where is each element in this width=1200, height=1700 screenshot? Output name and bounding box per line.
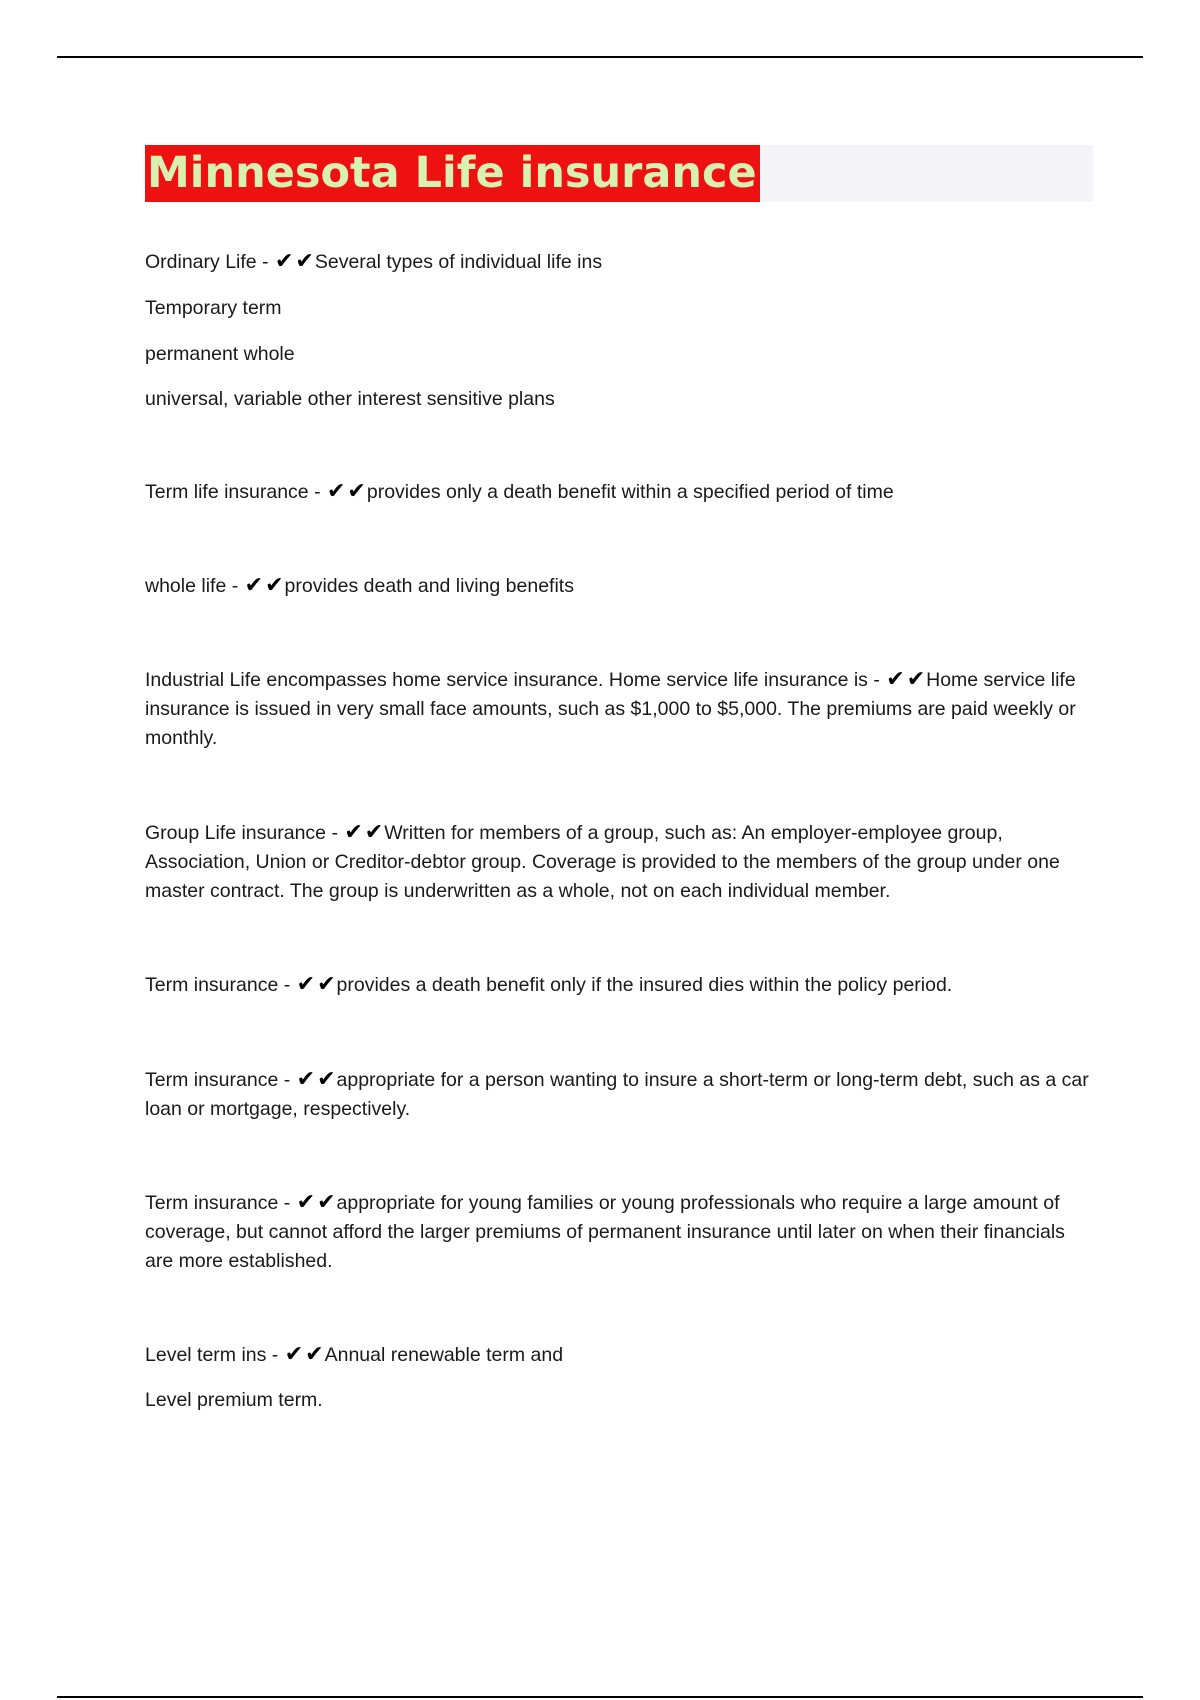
check-icon: ✔ xyxy=(326,479,346,504)
check-icon: ✔ xyxy=(347,479,366,504)
answer-text: Home service life insurance is issued in very small face amounts, such as $1,000 to $5,000. The premiums are paid weekly or monthly. xyxy=(145,669,1076,749)
answer-text: provides only a death benefit within a specified period of time xyxy=(366,481,894,503)
check-icon: ✔ xyxy=(344,820,363,845)
term-text: Ordinary Life - xyxy=(145,251,269,273)
list-item-detail: Temporary term xyxy=(145,297,282,319)
bottom-rule xyxy=(57,1696,1143,1698)
list-item-detail: universal, variable other interest sensitive plans xyxy=(145,388,555,410)
answer-text: provides a death benefit only if the insured dies within the policy period. xyxy=(336,974,953,996)
term-text: whole life - xyxy=(145,575,239,597)
term-text: Industrial Life encompasses home service insurance. Home service life insurance is - xyxy=(145,669,880,691)
list-item xyxy=(145,1340,1095,1370)
page-title: Minnesota Life insurance xyxy=(145,145,760,202)
answer-text: provides death and living benefits xyxy=(284,575,574,597)
check-icon: ✔ xyxy=(317,972,336,997)
term-text: Term insurance - xyxy=(145,1069,291,1091)
check-icon: ✔ xyxy=(886,667,905,692)
answer-text: Written for members of a group, such as: An employer-employee group, Association, Union or Creditor-debtor group. Coverage is provided to the members of the group under one master contract. The group is underwritten as a whole, not on each individual member. xyxy=(145,822,1060,902)
check-icon: ✔ xyxy=(317,1067,336,1092)
term-text: Group Life insurance - xyxy=(145,822,338,844)
check-icon: ✔ xyxy=(296,972,316,997)
list-item xyxy=(145,818,1095,906)
list-item xyxy=(145,1188,1095,1276)
answer-text: appropriate for young families or young professionals who require a large amount of coverage, but cannot afford the larger premiums of permanent insurance until later on when their financials are more established. xyxy=(145,1192,1065,1272)
answer-text: Annual renewable term and xyxy=(324,1344,564,1366)
list-item xyxy=(145,1065,1095,1124)
term-text: Term life insurance - xyxy=(145,481,321,503)
check-icon: ✔ xyxy=(296,1190,316,1215)
answer-text: appropriate for a person wanting to insure a short-term or long-term debt, such as a car loan or mortgage, respectively. xyxy=(145,1069,1089,1120)
check-icon: ✔ xyxy=(364,820,384,845)
check-icon: ✔ xyxy=(274,249,294,274)
list-item xyxy=(145,571,1095,601)
term-text: Term insurance - xyxy=(145,1192,291,1214)
check-icon: ✔ xyxy=(296,1067,316,1092)
list-item xyxy=(145,970,1095,1000)
top-rule xyxy=(57,56,1143,58)
term-text: Level term ins - xyxy=(145,1344,279,1366)
list-item-detail: Level premium term. xyxy=(145,1389,323,1411)
check-icon: ✔ xyxy=(906,667,926,692)
check-icon: ✔ xyxy=(317,1190,336,1215)
term-text: Term insurance - xyxy=(145,974,291,996)
list-item xyxy=(145,477,1095,507)
check-icon: ✔ xyxy=(265,573,284,598)
check-icon: ✔ xyxy=(295,249,314,274)
list-item xyxy=(145,665,1095,753)
check-icon: ✔ xyxy=(244,573,264,598)
list-item-detail: permanent whole xyxy=(145,343,295,365)
answer-text: Several types of individual life ins xyxy=(314,251,603,273)
list-item xyxy=(145,247,1095,277)
check-icon: ✔ xyxy=(305,1342,324,1367)
check-icon: ✔ xyxy=(284,1342,304,1367)
